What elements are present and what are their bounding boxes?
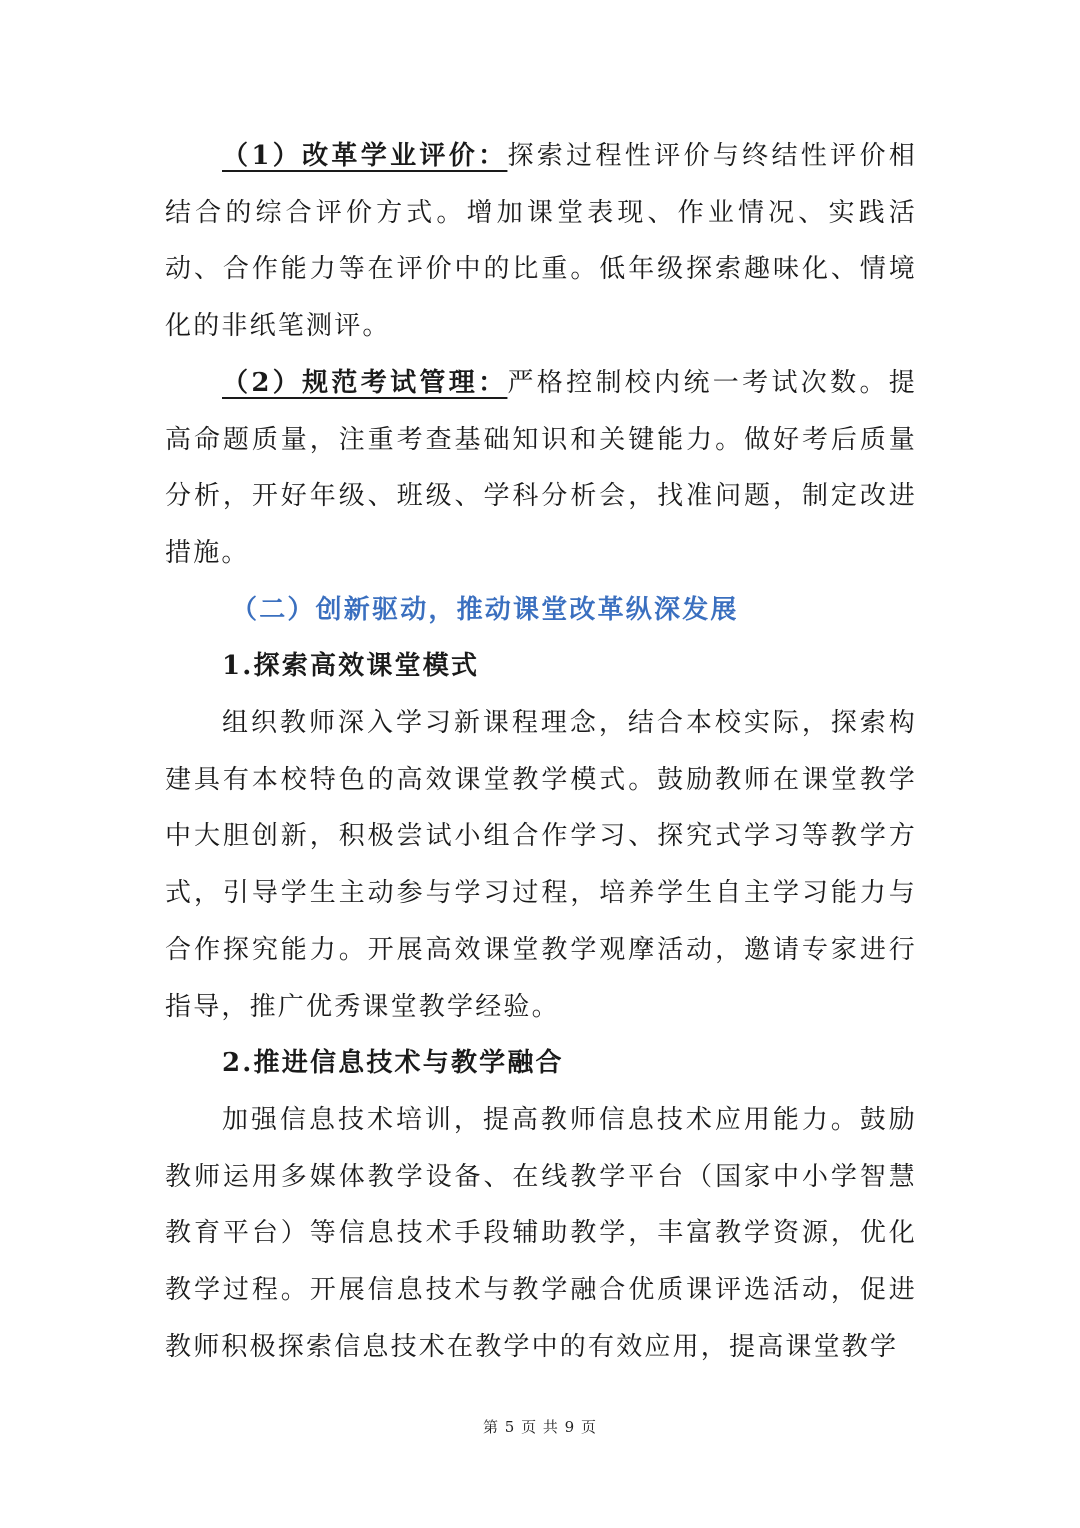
subsection-title-efficient-classroom: 1.探索高效课堂模式 [222, 651, 480, 682]
paragraph-exam-management [165, 355, 917, 582]
heading-reform-evaluation: （1）改革学业评价： [222, 141, 508, 171]
paragraph-reform-evaluation [165, 128, 917, 355]
paragraph-it-integration: 加强信息技术培训，提高教师信息技术应用能力。鼓励教师运用多媒体教学设备、在线教学平台（国家中小学智慧教育平台）等信息技术手段辅助教学，丰富教学资源，优化教学过程。开展信息技术与教学融合优质课评选活动，促进教师积极探索信息技术在教学中的有效应用，提高课堂教学 [165, 1104, 917, 1362]
paragraph-efficient-classroom: 组织教师深入学习新课程理念，结合本校实际，探索构建具有本校特色的高效课堂教学模式。鼓励教师在课堂教学中大胆创新，积极尝试小组合作学习、探究式学习等教学方式，引导学生主动参与学习过程，培养学生自主学习能力与合作探究能力。开展高效课堂教学观摩活动，邀请专家进行指导，推广优秀课堂教学经验。 [165, 708, 917, 1022]
text-reform-evaluation: 探索过程性评价与终结性评价相结合的综合评价方式。增加课堂表现、作业情况、实践活动、合作能力等在评价中的比重。低年级探索趣味化、情境化的非纸笔测评。 [165, 141, 917, 342]
heading-exam-management: （2）规范考试管理： [222, 367, 508, 398]
section-title: （二）创新驱动，推动课堂改革纵深发展 [231, 594, 739, 625]
text-exam-management: 严格控制校内统一考试次数。提高命题质量，注重考查基础知识和关键能力。做好考后质量分析，开好年级、班级、学科分析会，找准问题，制定改进措施。 [165, 367, 917, 568]
subsection-title-it-integration: 2.推进信息技术与教学融合 [222, 1048, 564, 1079]
page-footer: 第 5 页 共 9 页 [483, 1418, 597, 1436]
document-body [165, 128, 917, 1375]
